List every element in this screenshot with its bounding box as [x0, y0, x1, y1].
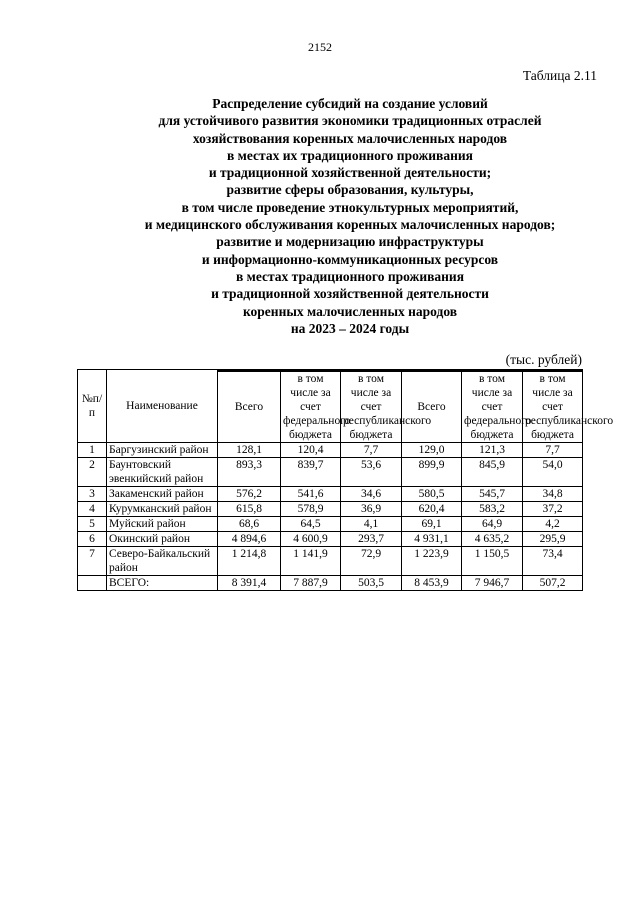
cell-republic-2023: 34,6	[341, 487, 402, 502]
cell-total-2024: 899,9	[402, 458, 462, 487]
title-line: развитие сферы образования, культуры,	[226, 182, 474, 198]
cell-federal-2024: 545,7	[462, 487, 523, 502]
cell-federal-2023: 541,6	[281, 487, 341, 502]
row-name: Баунтовский эвенкийский район	[107, 458, 218, 487]
row-num: 2	[78, 458, 107, 487]
cell-total-2024: 1 223,9	[402, 547, 462, 576]
cell-total-2024: 69,1	[402, 517, 462, 532]
row-name: Муйский район	[107, 517, 218, 532]
cell-total-2023: 68,6	[218, 517, 281, 532]
cell-total-2023: 893,3	[218, 458, 281, 487]
header-republic-2024: в том числе за счет республиканского бюджета	[523, 372, 583, 443]
table-row	[78, 443, 583, 458]
title-line: коренных малочисленных народов	[242, 303, 458, 319]
cell-federal-2023: 578,9	[281, 502, 341, 517]
title-line: на 2023 – 2024 годы	[290, 320, 410, 336]
document-title	[70, 95, 630, 337]
title-line: и информационно-коммуникационных ресурсов	[201, 251, 499, 267]
row-num: 4	[78, 502, 107, 517]
cell-federal-2024: 845,9	[462, 458, 523, 487]
cell-federal-2023: 64,5	[281, 517, 341, 532]
header-federal-2023: в том числе за счет федерального бюджета	[281, 372, 341, 443]
total-republic-2023: 503,5	[341, 576, 402, 591]
row-num: 3	[78, 487, 107, 502]
total-num	[78, 576, 107, 591]
table-row	[78, 487, 583, 502]
cell-republic-2024: 4,2	[523, 517, 583, 532]
table-row	[78, 502, 583, 517]
total-label: ВСЕГО:	[107, 576, 218, 591]
cell-federal-2023: 4 600,9	[281, 532, 341, 547]
title-line: Распределение субсидий на создание условий	[212, 96, 488, 111]
title-line: развитие и модернизацию инфраструктуры	[216, 234, 484, 250]
table-header	[78, 370, 614, 443]
total-federal-2023: 7 887,9	[281, 576, 341, 591]
table-label: Таблица 2.11	[522, 68, 597, 83]
row-name: Курумканский район	[107, 502, 218, 517]
cell-total-2023: 4 894,6	[218, 532, 281, 547]
total-federal-2024: 7 946,7	[462, 576, 523, 591]
page-number: 2152	[308, 40, 332, 54]
title-line: в местах их традиционного проживания	[227, 147, 473, 163]
cell-federal-2024: 1 150,5	[462, 547, 523, 576]
title-line: хозяйствования коренных малочисленных народов	[192, 130, 508, 146]
cell-total-2023: 1 214,8	[218, 547, 281, 576]
title-line: и традиционной хозяйственной деятельности	[211, 286, 489, 302]
row-num: 6	[78, 532, 107, 547]
cell-republic-2023: 36,9	[341, 502, 402, 517]
cell-federal-2023: 839,7	[281, 458, 341, 487]
total-row	[78, 576, 583, 591]
row-num: 7	[78, 547, 107, 576]
cell-republic-2023: 72,9	[341, 547, 402, 576]
cell-federal-2023: 1 141,9	[281, 547, 341, 576]
row-num: 1	[78, 443, 107, 458]
total-republic-2024: 507,2	[523, 576, 583, 591]
total-total-2024: 8 453,9	[402, 576, 462, 591]
row-name: Окинский район	[107, 532, 218, 547]
header-total-2023: Всего	[218, 372, 281, 443]
cell-total-2024: 129,0	[402, 443, 462, 458]
header-name: Наименование	[107, 370, 218, 443]
row-num: 5	[78, 517, 107, 532]
cell-republic-2024: 7,7	[523, 443, 583, 458]
table-body	[78, 443, 583, 591]
cell-total-2024: 620,4	[402, 502, 462, 517]
table-row	[78, 547, 583, 576]
header-total-2024: Всего	[402, 372, 462, 443]
subsidy-table	[77, 369, 614, 591]
cell-total-2024: 580,5	[402, 487, 462, 502]
title-line: для устойчивого развития экономики традиционных отраслей	[158, 113, 542, 129]
cell-republic-2024: 73,4	[523, 547, 583, 576]
cell-federal-2024: 121,3	[462, 443, 523, 458]
cell-total-2023: 576,2	[218, 487, 281, 502]
total-total-2023: 8 391,4	[218, 576, 281, 591]
cell-republic-2023: 53,6	[341, 458, 402, 487]
cell-total-2024: 4 931,1	[402, 532, 462, 547]
table-row	[78, 517, 583, 532]
units-label: (тыс. рублей)	[505, 352, 582, 367]
cell-total-2023: 615,8	[218, 502, 281, 517]
title-line: и медицинского обслуживания коренных малочисленных народов;	[144, 217, 556, 233]
cell-republic-2024: 295,9	[523, 532, 583, 547]
cell-republic-2023: 7,7	[341, 443, 402, 458]
cell-total-2023: 128,1	[218, 443, 281, 458]
table-row	[78, 458, 583, 487]
cell-republic-2024: 54,0	[523, 458, 583, 487]
cell-republic-2024: 37,2	[523, 502, 583, 517]
row-name: Закаменский район	[107, 487, 218, 502]
cell-republic-2023: 4,1	[341, 517, 402, 532]
table-row	[78, 532, 583, 547]
title-line: в местах традиционного проживания	[235, 268, 465, 284]
cell-federal-2024: 4 635,2	[462, 532, 523, 547]
cell-republic-2023: 293,7	[341, 532, 402, 547]
cell-republic-2024: 34,8	[523, 487, 583, 502]
cell-federal-2024: 64,9	[462, 517, 523, 532]
cell-federal-2024: 583,2	[462, 502, 523, 517]
title-line: в том числе проведение этнокультурных мероприятий,	[181, 199, 519, 215]
cell-federal-2023: 120,4	[281, 443, 341, 458]
row-name: Баргузинский район	[107, 443, 218, 458]
header-federal-2024: в том числе за счет федерального бюджета	[462, 372, 523, 443]
header-republic-2023: в том числе за счет республиканского бюджета	[341, 372, 402, 443]
row-name: Северо-Байкальский район	[107, 547, 218, 576]
header-num: №п/п	[78, 370, 107, 443]
title-line: и традиционной хозяйственной деятельности;	[208, 165, 492, 181]
